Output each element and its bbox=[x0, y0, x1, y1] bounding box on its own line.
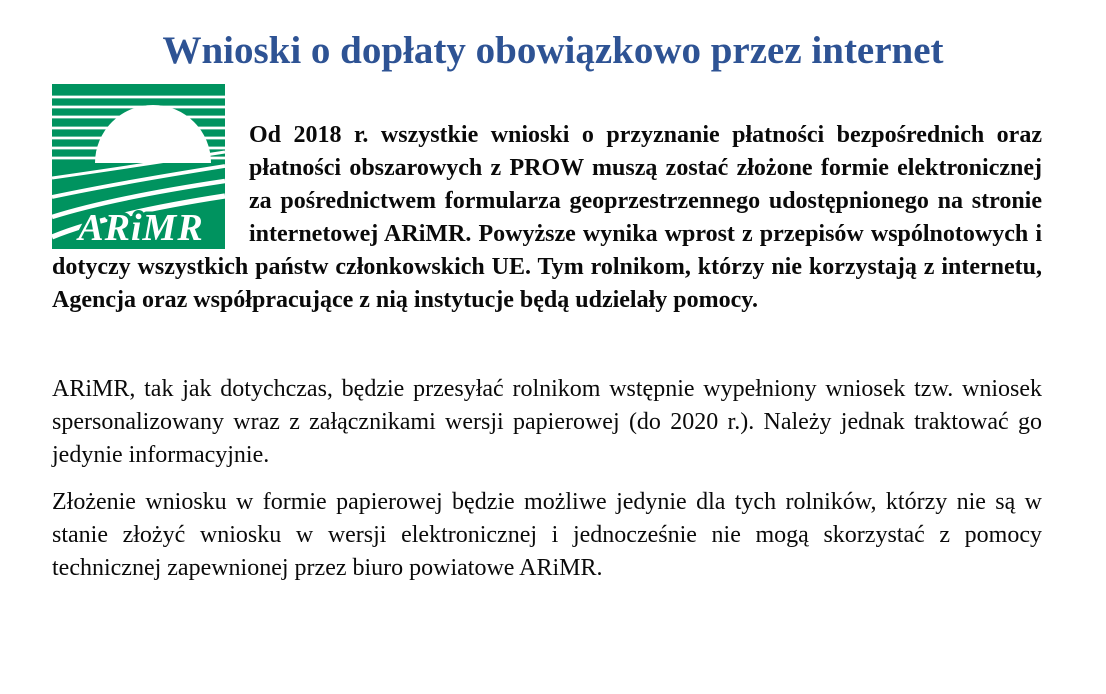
logo-text: ARiMR bbox=[78, 206, 204, 249]
article-body bbox=[52, 76, 1042, 585]
page-title: Wnioski o dopłaty obowiązkowo przez internet bbox=[162, 29, 944, 72]
paragraph-personalized-application: ARiMR, tak jak dotychczas, będzie przesyłać rolnikom wstępnie wypełniony wniosek tzw. wniosek spersonalizowany wraz z załącznikami wersji papierowej (do 2020 r.). Należy jednak traktować go jedynie informacyjnie. bbox=[52, 375, 1042, 468]
paragraph-paper-form-conditions: Złożenie wniosku w formie papierowej będzie możliwe jedynie dla tych rolników, którzy nie są w stanie złożyć wniosku w wersji elektronicznej i jednocześnie nie mogą skorzystać z pomocy technicznej zapewnionej przez biuro powiatowe ARiMR. bbox=[52, 488, 1042, 581]
intro-paragraph-bold: Od 2018 r. wszystkie wnioski o przyznanie płatności bezpośrednich oraz płatności obszarowych z PROW muszą zostać złożone formie elektronicznej za pośrednictwem formularza geoprzestrzennego udostępnionego na stronie internetowej ARiMR. Powyższe wynika wprost z przepisów wspólnotowych i dotyczy wszystkich państw członkowskich UE. Tym rolnikom, którzy nie korzystają z internetu, Agencja oraz współpracujące z nią instytucje będą udzielały pomocy. bbox=[52, 121, 1042, 313]
document-page bbox=[0, 26, 1106, 694]
arimr-logo bbox=[52, 84, 225, 249]
arimr-logo-graphic bbox=[52, 84, 225, 249]
